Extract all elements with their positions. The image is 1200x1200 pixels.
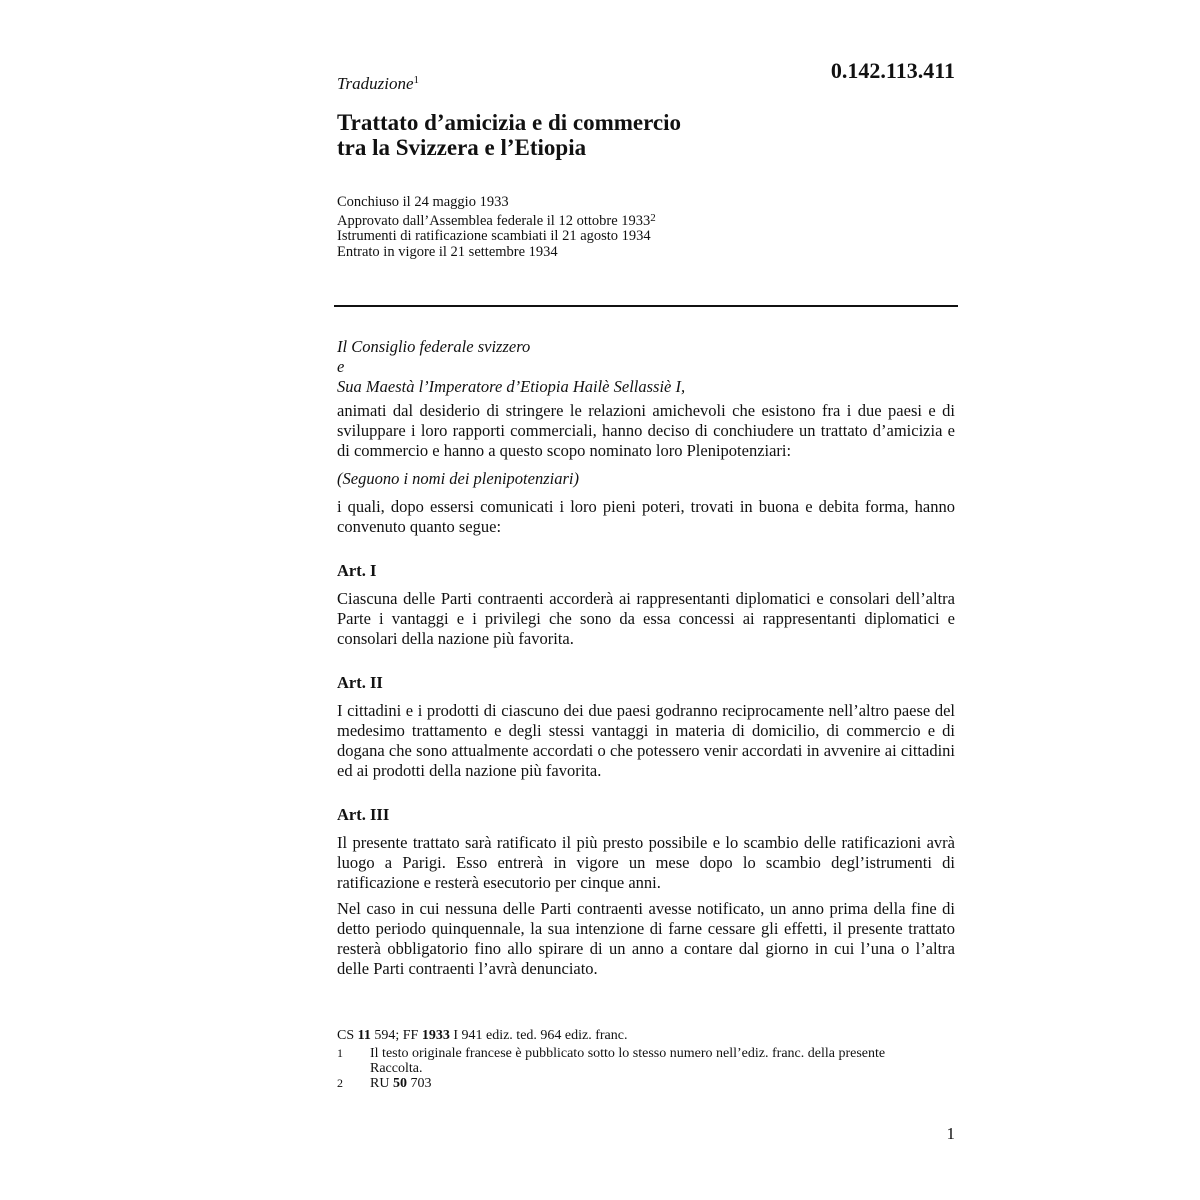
preamble-conjunction: e <box>337 357 345 376</box>
article-3-paragraph-2: Nel caso in cui nessuna delle Parti contraenti avesse notificato, un anno prima della fine di detto periodo quinquennale, la sua intenzione di farne cessare gli effetti, il presente trattato resterà obbligatorio fino allo spirare di un anno a contare dal giorno in cui l’una o l’altra delle Parti contraenti l’avrà denunciato. <box>337 899 955 978</box>
footnote-2-number: 2 <box>337 1076 343 1090</box>
source-prefix: CS <box>337 1028 355 1043</box>
preamble-paragraph-1: animati dal desiderio di stringere le relazioni amichevoli che esistono fra i due paesi e di sviluppare i loro rapporti commerciali, hanno deciso di conchiudere un trattato d’amicizia e di commercio e hanno a questo scopo nominato loro Plenipotenziari: <box>337 401 955 460</box>
footnote-2-text <box>370 1076 937 1091</box>
footnote-2-volume: 50 <box>392 1076 407 1091</box>
date-approved <box>337 211 656 230</box>
article-1-paragraph-1: Ciascuna delle Parti contraenti accorderà ai rappresentanti diplomatici e consolari dell’altra Parte i vantaggi e i privilegi che sono da essa concessi ai rappresentanti diplomatici e consolari della nazione più favorita. <box>337 589 955 648</box>
article-3-paragraph-1: Il presente trattato sarà ratificato il più presto possibile e lo scambio delle ratificazioni avrà luogo a Parigi. Esso entrerà in vigore un mese dopo lo scambio degl’istrumenti di ratificazione e resterà esecutorio per cinque anni. <box>337 833 955 892</box>
footnote-ref-1[interactable]: 1 <box>413 74 420 86</box>
source-reference <box>337 1028 937 1043</box>
preamble-party-1: Il Consiglio federale svizzero <box>337 337 531 356</box>
article-3-heading: Art. III <box>337 805 390 824</box>
footnotes <box>337 1028 937 1091</box>
footnote-2-prefix: RU <box>370 1076 390 1091</box>
title-line-1: Trattato d’amicizia e di commercio <box>337 110 682 135</box>
footnote-2 <box>337 1076 937 1091</box>
source-mid: 594; FF <box>374 1028 419 1043</box>
header-divider <box>334 305 958 307</box>
article-1-heading: Art. I <box>337 561 377 580</box>
source-volume: 11 <box>357 1028 371 1043</box>
translation-label <box>337 74 419 94</box>
document-title <box>337 110 937 160</box>
preamble-paragraph-2: i quali, dopo essersi comunicati i loro pieni poteri, trovati in buona e debita forma, hanno convenuto quanto segue: <box>337 497 955 536</box>
article-2-heading: Art. II <box>337 673 383 692</box>
date-approved-text: Approvato dall’Assemblea federale il 12 ottobre 1933 <box>337 212 651 229</box>
treaty-dates <box>337 195 656 260</box>
source-suffix: I 941 ediz. ted. 964 ediz. franc. <box>453 1028 628 1043</box>
preamble-party-2: Sua Maestà l’Imperatore d’Etiopia Hailè Sellassiè I, <box>337 377 686 396</box>
article-2-paragraph-1: I cittadini e i prodotti di ciascuno dei due paesi godranno reciprocamente nell’altro paese del medesimo trattamento e degli stessi vantaggi in materia di domicilio, di commercio e di dogana che sono attualmente accordati o che potessero venir accordati in avvenire ai cittadini ed ai prodotti della nazione più favorita. <box>337 701 955 780</box>
footnote-1-text: Il testo originale francese è pubblicato sotto lo stesso numero nell’ediz. franc. della presente Raccolta. <box>370 1046 886 1076</box>
footnote-1-number: 1 <box>337 1046 343 1060</box>
date-ratification: Istrumenti di ratificazione scambiati il 21 agosto 1934 <box>337 228 651 244</box>
treaty-body <box>337 337 955 979</box>
sr-number: 0.142.113.411 <box>830 58 955 83</box>
footnote-ref-2[interactable]: 2 <box>650 211 656 224</box>
source-year: 1933 <box>421 1028 450 1043</box>
date-in-force: Entrato in vigore il 21 settembre 1934 <box>337 243 558 260</box>
footnote-2-page: 703 <box>410 1076 432 1091</box>
translation-text: Traduzione <box>337 74 414 93</box>
date-concluded: Conchiuso il 24 maggio 1933 <box>337 194 509 210</box>
footnote-1 <box>337 1046 937 1076</box>
page-number: 1 <box>946 1124 955 1143</box>
title-line-2: tra la Svizzera e l’Etiopia <box>337 135 587 160</box>
preamble-names-note: (Seguono i nomi dei plenipotenziari) <box>337 469 579 488</box>
